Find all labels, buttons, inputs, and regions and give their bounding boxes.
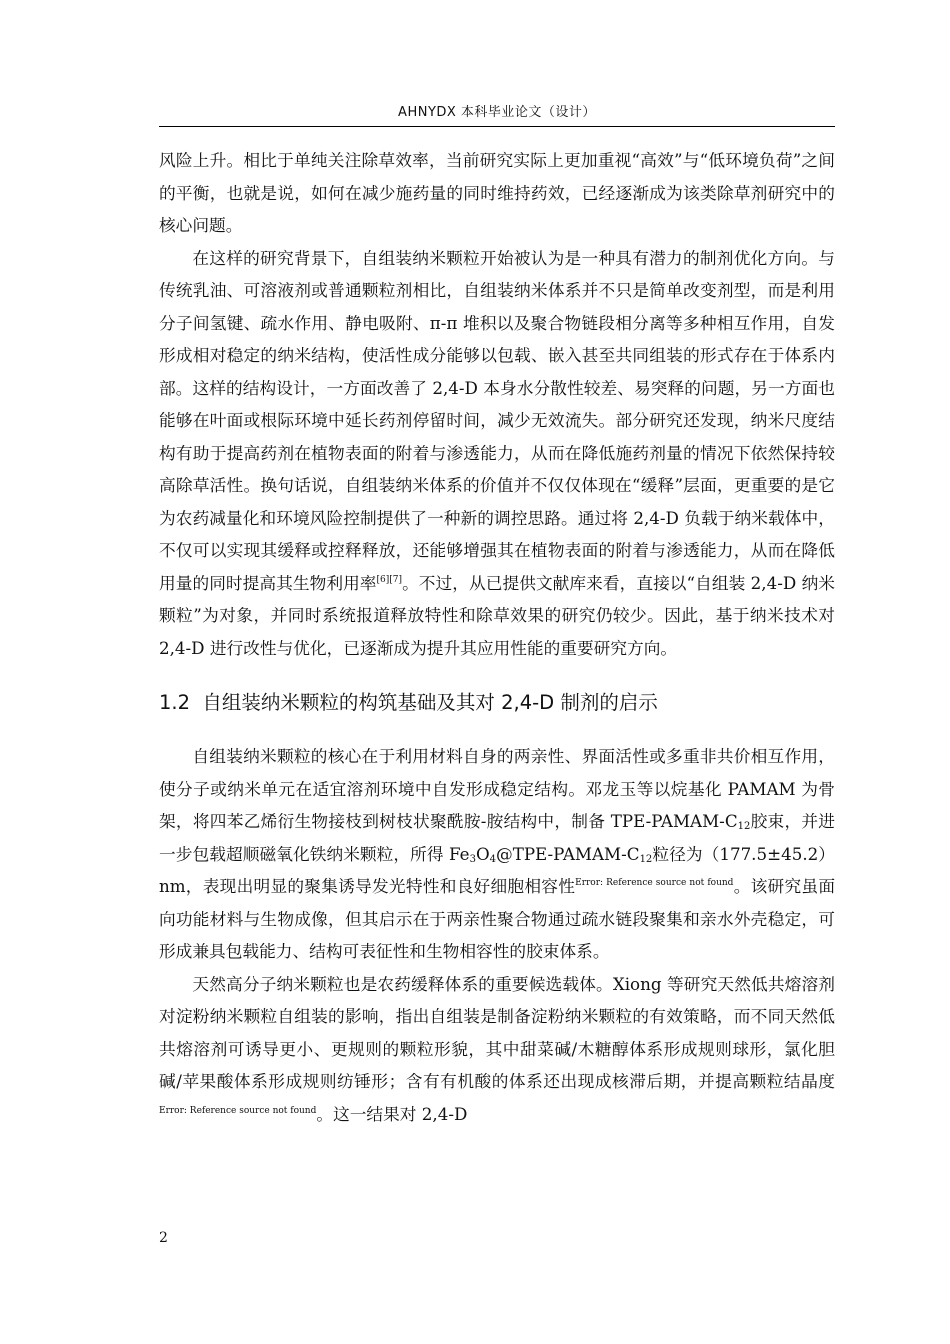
paragraph-text: 胶束，并进一步包载超顺磁氧化铁纳米颗粒，所得 Fe <box>159 811 835 864</box>
paragraph-text: 在这样的研究背景下，自组装纳米颗粒开始被认为是一种具有潜力的制剂优化方向。与传统乳油、可溶液剂或普通颗粒剂相比，自组装纳米体系并不只是简单改变剂型，而是利用分子间氢键、疏水作用、静电吸附、π-π 堆积以及聚合物链段相分离等多种相互作用，自发形成相对稳定的纳米结构，使活性成分能够以包载、嵌入甚至共同组装的形式存在于体系内部。这样的结构设计，一方面改善了 2,4-D 本身水分散性较差、易突释的问题，另一方面也能够在叶面或根际环境中延长药剂停留时间，减少无效流失。部分研究还发现，纳米尺度结构有助于提高药剂在植物表面的附着与渗透能力，从而在降低施药剂量的情况下依然保持较高除草活性。换句话说，自组装纳米体系的价值并不仅仅体现在“缓释”层面，更重要的是它为农药减量化和环境风险控制提供了一种新的调控思路。通过将 2,4-D 负载于纳米载体中，不仅可以实现其缓释或控释释放，还能够增强其在植物表面的附着与渗透能力，从而在降低用量的同时提高其生物利用率 <box>159 247 835 593</box>
paragraph-text: @TPE-PAMAM-C <box>496 843 640 864</box>
document-body <box>159 144 835 1130</box>
paragraph-text: 。该研究虽面向功能材料与生物成像，但其启示在于两亲性聚合物通过疏水链段聚集和亲水外壳稳定，可形成兼具包载能力、结构可表征性和生物相容性的胶束体系。 <box>159 876 836 961</box>
paragraph-text: O <box>475 843 490 864</box>
page-header: AHNYDX 本科毕业论文（设计） <box>159 100 835 127</box>
paragraph-text: 自组装纳米颗粒的核心在于利用材料自身的两亲性、界面活性或多重非共价相互作用，使分子或纳米单元在适宜溶剂环境中自发形成稳定结构。邓龙玉等以烷基化 PAMAM 为骨架，将四苯乙烯衍生物接枝到树枝状聚酰胺-胺结构中，制备 TPE-PAMAM-C <box>159 746 835 831</box>
subscript: 3 <box>469 853 476 865</box>
section-number: 1.2 <box>159 691 191 714</box>
subscript: 4 <box>489 853 496 865</box>
paragraph-text: 。这一结果对 2,4-D <box>316 1103 468 1124</box>
paragraph-natural-polymer <box>159 968 835 1131</box>
section-heading <box>159 686 835 720</box>
paragraph-text: 天然高分子纳米颗粒也是农药缓释体系的重要候选载体。Xiong 等研究天然低共熔溶剂对淀粉纳米颗粒自组装的影响，指出自组装是制备淀粉纳米颗粒的有效策略，而不同天然低共熔溶剂可诱导更小、更规则的颗粒形貌，其中甜菜碱/木糖醇体系形成规则球形，氯化胆碱/苹果酸体系形成规则纺锤形；含有有机酸的体系还出现成核滞后期，并提高颗粒结晶度 <box>159 973 835 1091</box>
paragraph-text: 。不过，从已提供文献库来看，直接以“自组装 2,4-D 纳米颗粒”为对象，并同时系统报道释放特性和除草效果的研究仍较少。因此，基于纳米技术对 2,4-D 进行改性与优化，已逐渐成为提升其应用性能的重要研究方向。 <box>159 572 835 658</box>
subscript: 12 <box>737 821 751 832</box>
page-number: 2 <box>159 1230 168 1246</box>
paragraph-background <box>159 242 835 665</box>
paragraph-continuation: 风险上升。相比于单纯关注除草效率，当前研究实际上更加重视“高效”与“低环境负荷”之间的平衡，也就是说，如何在减少施药量的同时维持药效，已经逐渐成为该类除草剂研究中的核心问题。 <box>159 150 835 235</box>
paragraph-text: 粒径为（177.5±45.2）nm，表现出明显的聚集诱导发光特性和良好细胞相容性 <box>159 843 835 896</box>
paragraph-self-assembly <box>159 740 835 968</box>
citation-error[interactable]: Error: Reference source not found <box>575 878 734 888</box>
citation-error[interactable]: Error: Reference source not found <box>159 1105 317 1116</box>
subscript: 12 <box>639 853 653 865</box>
section-title: 自组装纳米颗粒的构筑基础及其对 2,4-D 制剂的启示 <box>202 691 658 714</box>
citation[interactable]: [6][7] <box>376 574 403 585</box>
